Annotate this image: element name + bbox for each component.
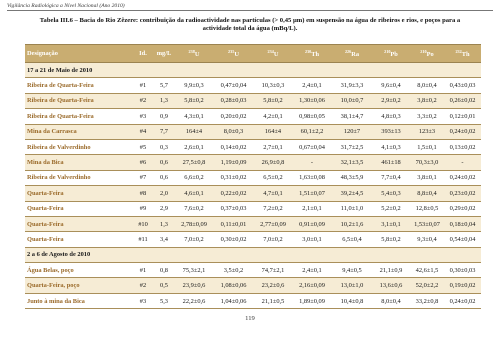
col-header-pb210: $^{210}$Pb bbox=[372, 45, 410, 63]
id-cell: #9 bbox=[133, 201, 153, 216]
value-cell: 0,37±0,03 bbox=[213, 201, 254, 216]
site-name-cell: Quarta-Feira bbox=[25, 186, 133, 201]
value-cell: 3,1±0,1 bbox=[372, 216, 410, 231]
value-cell: 0,54±0,04 bbox=[444, 232, 481, 247]
value-cell: 1,08±0,06 bbox=[213, 278, 254, 293]
value-cell: 48,3±5,9 bbox=[332, 170, 372, 185]
section-row bbox=[25, 247, 481, 262]
value-cell: 0,24±0,02 bbox=[444, 293, 481, 308]
col-header-id: Id. bbox=[133, 45, 153, 63]
page-number: 119 bbox=[245, 315, 255, 322]
value-cell: 31,7±2,5 bbox=[332, 139, 372, 154]
mg-cell: 2,0 bbox=[153, 186, 175, 201]
value-cell: 8,8±0,4 bbox=[410, 186, 444, 201]
value-cell: 4,1±0,3 bbox=[372, 139, 410, 154]
id-cell: #2 bbox=[133, 278, 153, 293]
table-row bbox=[25, 201, 481, 216]
section-row bbox=[25, 63, 481, 78]
value-cell: 3,8±0,2 bbox=[410, 93, 444, 108]
value-cell: 10,3±0,3 bbox=[254, 78, 292, 93]
value-cell: 2,77±0,09 bbox=[254, 216, 292, 231]
id-cell: #3 bbox=[133, 293, 153, 308]
value-cell: 3,5±0,2 bbox=[213, 263, 254, 278]
site-name-cell: Quarta-Feira bbox=[25, 216, 133, 231]
value-cell: 11,0±1,0 bbox=[332, 201, 372, 216]
col-header-po210: $^{210}$Po bbox=[410, 45, 444, 63]
value-cell: 0,67±0,04 bbox=[292, 139, 332, 154]
value-cell: 4,8±0,3 bbox=[372, 109, 410, 124]
value-cell: 461±18 bbox=[372, 155, 410, 170]
value-cell: 0,26±0,02 bbox=[444, 93, 481, 108]
mg-cell: 7,7 bbox=[153, 124, 175, 139]
value-cell: 26,9±0,8 bbox=[254, 155, 292, 170]
value-cell: 0,22±0,02 bbox=[213, 186, 254, 201]
table-row bbox=[25, 124, 481, 139]
site-name-cell: Mina da Carrasca bbox=[25, 124, 133, 139]
value-cell: 393±13 bbox=[372, 124, 410, 139]
col-header-u238: $^{238}$U bbox=[175, 45, 213, 63]
value-cell: 0,43±0,03 bbox=[444, 78, 481, 93]
id-cell: #6 bbox=[133, 155, 153, 170]
value-cell: 2,4±0,1 bbox=[292, 78, 332, 93]
value-cell: 2,16±0,09 bbox=[292, 278, 332, 293]
site-name-cell: Ribeira de Quarta-Feira bbox=[25, 78, 133, 93]
table-row bbox=[25, 78, 481, 93]
col-header-th230: $^{230}$Th bbox=[292, 45, 332, 63]
value-cell: 5,8±0,2 bbox=[372, 232, 410, 247]
value-cell: 32,1±3,5 bbox=[332, 155, 372, 170]
value-cell: 60,1±2,2 bbox=[292, 124, 332, 139]
value-cell: 22,2±0,6 bbox=[175, 293, 213, 308]
value-cell: 1,89±0,09 bbox=[292, 293, 332, 308]
value-cell: 33,2±0,8 bbox=[410, 293, 444, 308]
value-cell: 2,6±0,1 bbox=[175, 139, 213, 154]
caption-line-1: Tabela III.6 – Bacia do Rio Zêzere: contribuição da radioactividade nas partículas (> 0,45 µm) em suspensão na água de ribeiros e rios, e poços para a bbox=[39, 17, 461, 24]
value-cell: 5,2±0,2 bbox=[372, 201, 410, 216]
mg-cell: 0,8 bbox=[153, 263, 175, 278]
col-header-ra226: $^{226}$Ra bbox=[332, 45, 372, 63]
value-cell: 164±4 bbox=[175, 124, 213, 139]
id-cell: #4 bbox=[133, 124, 153, 139]
mg-cell: 5,3 bbox=[153, 293, 175, 308]
table-row bbox=[25, 232, 481, 247]
value-cell: 2,78±0,09 bbox=[175, 216, 213, 231]
value-cell: 0,14±0,02 bbox=[213, 139, 254, 154]
value-cell: 0,18±0,04 bbox=[444, 216, 481, 231]
value-cell: 4,2±0,1 bbox=[254, 109, 292, 124]
table-row bbox=[25, 109, 481, 124]
value-cell: 0,30±0,03 bbox=[444, 263, 481, 278]
value-cell: 13,0±1,0 bbox=[332, 278, 372, 293]
value-cell: 1,53±0,07 bbox=[410, 216, 444, 231]
table-row bbox=[25, 278, 481, 293]
value-cell: 4,7±0,1 bbox=[254, 186, 292, 201]
value-cell: 0,47±0,04 bbox=[213, 78, 254, 93]
site-name-cell: Ribeira de Quarta-Feira bbox=[25, 93, 133, 108]
id-cell: #1 bbox=[133, 78, 153, 93]
value-cell: 0,20±0,02 bbox=[213, 109, 254, 124]
value-cell: 7,2±0,2 bbox=[254, 201, 292, 216]
table-row bbox=[25, 263, 481, 278]
table-row bbox=[25, 170, 481, 185]
mg-cell: 0,5 bbox=[153, 278, 175, 293]
value-cell: 1,19±0,09 bbox=[213, 155, 254, 170]
value-cell: 2,7±0,1 bbox=[254, 139, 292, 154]
value-cell: 21,1±0,9 bbox=[372, 263, 410, 278]
value-cell: 38,1±4,7 bbox=[332, 109, 372, 124]
value-cell: 10,0±0,7 bbox=[332, 93, 372, 108]
radioactivity-table bbox=[25, 44, 481, 309]
value-cell: 1,30±0,06 bbox=[292, 93, 332, 108]
value-cell: 7,0±0,2 bbox=[254, 232, 292, 247]
col-header-mg: mg/L bbox=[153, 45, 175, 63]
value-cell: 3,3±0,2 bbox=[410, 109, 444, 124]
value-cell: 74,7±2,1 bbox=[254, 263, 292, 278]
id-cell: #2 bbox=[133, 93, 153, 108]
value-cell: 0,91±0,09 bbox=[292, 216, 332, 231]
table-row bbox=[25, 139, 481, 154]
value-cell: 3,0±0,1 bbox=[292, 232, 332, 247]
value-cell: 0,24±0,02 bbox=[444, 170, 481, 185]
id-cell: #3 bbox=[133, 109, 153, 124]
table-caption bbox=[7, 17, 493, 33]
value-cell: 8,0±0,4 bbox=[372, 293, 410, 308]
value-cell: 0,98±0,05 bbox=[292, 109, 332, 124]
value-cell: 1,04±0,06 bbox=[213, 293, 254, 308]
value-cell: 120±7 bbox=[332, 124, 372, 139]
value-cell: 10,2±1,6 bbox=[332, 216, 372, 231]
value-cell: 0,11±0,01 bbox=[213, 216, 254, 231]
value-cell: 0,13±0,02 bbox=[444, 139, 481, 154]
id-cell: #7 bbox=[133, 170, 153, 185]
table-body bbox=[25, 63, 481, 309]
site-name-cell: Mina da Bica bbox=[25, 155, 133, 170]
site-name-cell: Ribeira de Quarta-Feira bbox=[25, 109, 133, 124]
value-cell: 5,8±0,2 bbox=[175, 93, 213, 108]
id-cell: #10 bbox=[133, 216, 153, 231]
value-cell: 6,6±0,2 bbox=[175, 170, 213, 185]
site-name-cell: Ribeira de Valverdinho bbox=[25, 170, 133, 185]
value-cell: 7,7±0,4 bbox=[372, 170, 410, 185]
id-cell: #1 bbox=[133, 263, 153, 278]
id-cell: #11 bbox=[133, 232, 153, 247]
value-cell: 31,9±3,3 bbox=[332, 78, 372, 93]
value-cell: 1,51±0,07 bbox=[292, 186, 332, 201]
value-cell: 42,6±1,5 bbox=[410, 263, 444, 278]
mg-cell: 0,6 bbox=[153, 155, 175, 170]
value-cell: 23,9±0,6 bbox=[175, 278, 213, 293]
value-cell: 70,3±3,0 bbox=[410, 155, 444, 170]
value-cell: 5,4±0,3 bbox=[372, 186, 410, 201]
site-name-cell: Quarta-Feira bbox=[25, 232, 133, 247]
section-label: 2 a 6 de Agosto de 2010 bbox=[25, 247, 481, 262]
value-cell: 6,5±0,4 bbox=[332, 232, 372, 247]
header-rule bbox=[7, 10, 493, 11]
value-cell: 0,28±0,03 bbox=[213, 93, 254, 108]
value-cell: 21,1±0,5 bbox=[254, 293, 292, 308]
value-cell: 0,30±0,02 bbox=[213, 232, 254, 247]
table-row bbox=[25, 186, 481, 201]
value-cell: 1,63±0,08 bbox=[292, 170, 332, 185]
value-cell: 123±3 bbox=[410, 124, 444, 139]
value-cell: 5,8±0,2 bbox=[254, 93, 292, 108]
value-cell: 9,9±0,3 bbox=[175, 78, 213, 93]
caption-line-2: actividade total da água (mBq/L). bbox=[202, 25, 298, 33]
value-cell: 52,0±2,2 bbox=[410, 278, 444, 293]
value-cell: 0,31±0,02 bbox=[213, 170, 254, 185]
col-header-u235: $^{235}$U bbox=[213, 45, 254, 63]
site-name-cell: Ribeira de Valverdinho bbox=[25, 139, 133, 154]
value-cell: 10,4±0,8 bbox=[332, 293, 372, 308]
mg-cell: 2,9 bbox=[153, 201, 175, 216]
value-cell: 9,6±0,4 bbox=[372, 78, 410, 93]
value-cell: 2,9±0,2 bbox=[372, 93, 410, 108]
site-name-cell: Junto à mina da Bica bbox=[25, 293, 133, 308]
value-cell: 9,3±0,4 bbox=[410, 232, 444, 247]
header-row bbox=[25, 45, 481, 63]
mg-cell: 3,4 bbox=[153, 232, 175, 247]
value-cell: - bbox=[444, 155, 481, 170]
id-cell: #5 bbox=[133, 139, 153, 154]
table-row bbox=[25, 155, 481, 170]
site-name-cell: Quarta-Feira bbox=[25, 201, 133, 216]
value-cell: 8,0±0,4 bbox=[410, 78, 444, 93]
site-name-cell: Água Belas, poço bbox=[25, 263, 133, 278]
col-header-u234: $^{234}$U bbox=[254, 45, 292, 63]
mg-cell: 1,3 bbox=[153, 216, 175, 231]
value-cell: 27,5±0,8 bbox=[175, 155, 213, 170]
value-cell: 0,12±0,01 bbox=[444, 109, 481, 124]
value-cell: 2,4±0,1 bbox=[292, 263, 332, 278]
running-head: Vigilância Radiológica a Nível Nacional (Ano 2010) bbox=[7, 3, 125, 9]
section-label: 17 a 21 de Maio de 2010 bbox=[25, 63, 481, 78]
table-row bbox=[25, 216, 481, 231]
value-cell: 4,6±0,1 bbox=[175, 186, 213, 201]
value-cell: 39,2±4,5 bbox=[332, 186, 372, 201]
value-cell: 0,19±0,02 bbox=[444, 278, 481, 293]
value-cell: 7,6±0,2 bbox=[175, 201, 213, 216]
site-name-cell: Quarta-Feira, poço bbox=[25, 278, 133, 293]
value-cell: 0,24±0,02 bbox=[444, 124, 481, 139]
mg-cell: 5,7 bbox=[153, 78, 175, 93]
value-cell: 164±4 bbox=[254, 124, 292, 139]
value-cell: 6,5±0,2 bbox=[254, 170, 292, 185]
value-cell: - bbox=[292, 155, 332, 170]
id-cell: #8 bbox=[133, 186, 153, 201]
value-cell: 0,23±0,02 bbox=[444, 186, 481, 201]
mg-cell: 0,3 bbox=[153, 139, 175, 154]
table-row bbox=[25, 93, 481, 108]
value-cell: 4,3±0,1 bbox=[175, 109, 213, 124]
mg-cell: 0,9 bbox=[153, 109, 175, 124]
value-cell: 13,6±0,6 bbox=[372, 278, 410, 293]
value-cell: 9,4±0,5 bbox=[332, 263, 372, 278]
mg-cell: 1,3 bbox=[153, 93, 175, 108]
value-cell: 1,5±0,1 bbox=[410, 139, 444, 154]
value-cell: 2,1±0,1 bbox=[292, 201, 332, 216]
table-row bbox=[25, 293, 481, 308]
value-cell: 8,0±0,3 bbox=[213, 124, 254, 139]
value-cell: 3,8±0,1 bbox=[410, 170, 444, 185]
col-header-th232: $^{232}$Th bbox=[444, 45, 481, 63]
value-cell: 0,29±0,02 bbox=[444, 201, 481, 216]
value-cell: 12,8±0,5 bbox=[410, 201, 444, 216]
mg-cell: 0,6 bbox=[153, 170, 175, 185]
col-header-designacao: Designação bbox=[25, 45, 133, 63]
value-cell: 7,0±0,2 bbox=[175, 232, 213, 247]
value-cell: 75,3±2,1 bbox=[175, 263, 213, 278]
value-cell: 23,2±0,6 bbox=[254, 278, 292, 293]
